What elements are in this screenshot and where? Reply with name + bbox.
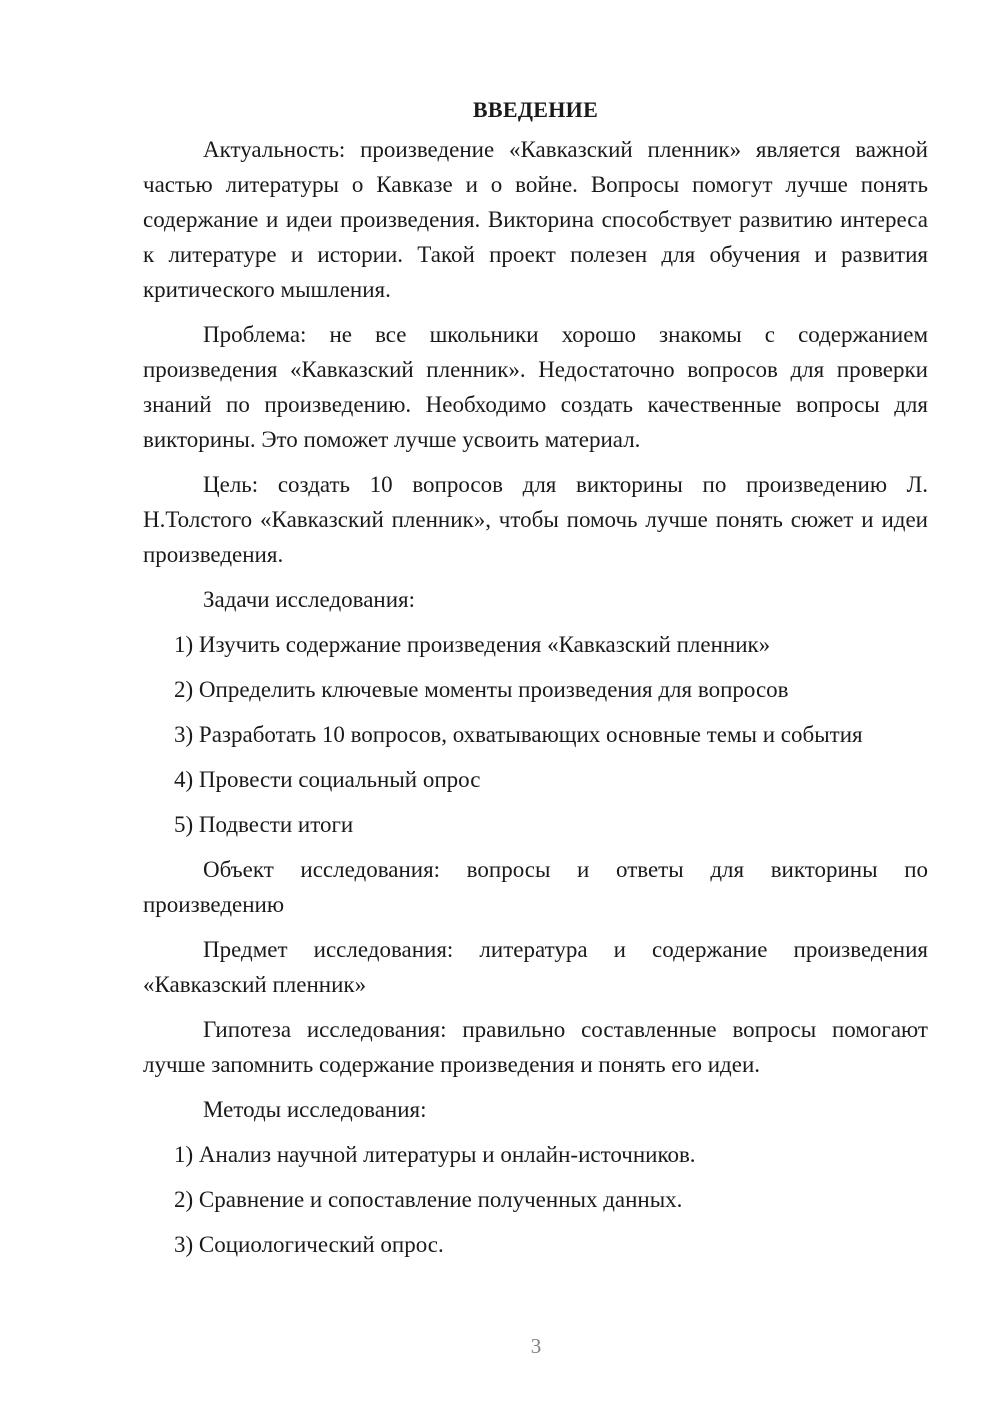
page-content (143, 92, 928, 1272)
list-item: 5) Подвести итоги (174, 812, 354, 837)
object-paragraph: Объект исследования: вопросы и ответы для викторины по произведению (143, 857, 928, 917)
list-item: 3) Социологический опрос. (174, 1232, 444, 1257)
hypothesis-paragraph: Гипотеза исследования: правильно составленные вопросы помогают лучше запомнить содержание произведения и понять его идеи. (143, 1017, 928, 1077)
list-item: 1) Анализ научной литературы и онлайн-источников. (174, 1142, 696, 1167)
problem-paragraph: Проблема: не все школьники хорошо знакомы с содержанием произведения «Кавказский пленник». Недостаточно вопросов для проверки знаний по произведению. Необходимо создать качественные вопросы для викторины. Это поможет лучше усвоить материал. (143, 322, 928, 452)
relevance-paragraph: Актуальность: произведение «Кавказский пленник» является важной частью литературы о Кавказе и о войне. Вопросы помогут лучше понять содержание и идеи произведения. Викторина способствует развитию интереса к литературе и истории. Такой проект полезен для обучения и развития критического мышления. (143, 137, 928, 302)
list-item: 4) Провести социальный опрос (174, 767, 481, 792)
list-item: 2) Определить ключевые моменты произведения для вопросов (174, 677, 789, 702)
methods-heading: Методы исследования: (203, 1097, 427, 1122)
tasks-heading: Задачи исследования: (203, 587, 416, 612)
methods-list (143, 1137, 928, 1262)
list-item: 2) Сравнение и сопоставление полученных данных. (174, 1187, 683, 1212)
section-title: ВВЕДЕНИЕ (472, 97, 599, 122)
tasks-list (143, 627, 928, 842)
list-item: 3) Разработать 10 вопросов, охватывающих основные темы и события (174, 722, 863, 747)
goal-paragraph: Цель: создать 10 вопросов для викторины по произведению Л. Н.Толстого «Кавказский пленник», чтобы помочь лучше понять сюжет и идеи произведения. (143, 472, 928, 567)
page-number: 3 (530, 1334, 542, 1358)
subject-paragraph: Предмет исследования: литература и содержание произведения «Кавказский пленник» (143, 937, 928, 997)
list-item: 1) Изучить содержание произведения «Кавказский пленник» (174, 632, 771, 657)
